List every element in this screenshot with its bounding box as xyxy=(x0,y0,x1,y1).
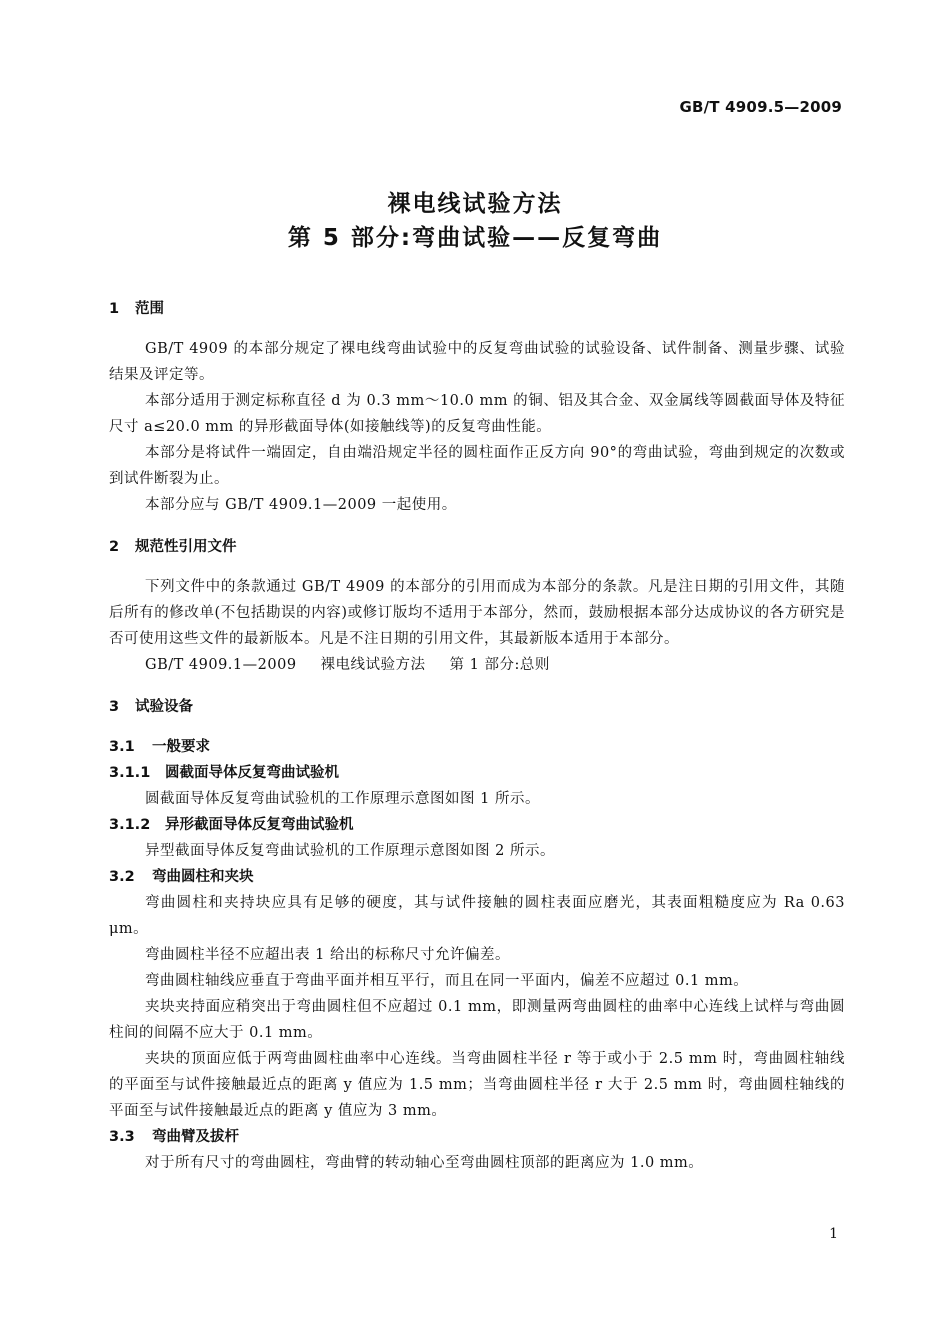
subsection-3-3-heading xyxy=(109,1124,845,1150)
section-number: 3 xyxy=(109,699,120,715)
paragraph: 弯曲圆柱轴线应垂直于弯曲平面并相互平行，而且在同一平面内，偏差不应超过 0.1 mm。 xyxy=(145,973,749,989)
subsection-title: 异形截面导体反复弯曲试验机 xyxy=(165,817,354,833)
subsection-number: 3.2 xyxy=(109,869,135,885)
paragraph: 夹块的顶面应低于两弯曲圆柱曲率中心连线。当弯曲圆柱半径 r 等于或小于 2.5 mm 时，弯曲圆柱轴线的平面至与试件接触最近点的距离 y 值应为 1.5 mm；当弯曲圆柱半径 r 大于 2.5 mm 时，弯曲圆柱轴线的平面至与试件接触最近点的距离 y 值应为 3 mm。 xyxy=(109,1051,845,1119)
paragraph: 本部分是将试件一端固定，自由端沿规定半径的圆柱面作正反方向 90°的弯曲试验，弯曲到规定的次数或到试件断裂为止。 xyxy=(109,445,845,487)
paragraph: 异型截面导体反复弯曲试验机的工作原理示意图如图 2 所示。 xyxy=(145,843,555,859)
section-1-heading xyxy=(109,296,845,322)
paragraph: 本部分适用于测定标称直径 d 为 0.3 mm～10.0 mm 的铜、铝及其合金、双金属线等圆截面导体及特征尺寸 a≤20.0 mm 的异形截面导体(如接触线等)的反复弯曲性能。 xyxy=(109,393,845,435)
subsection-title: 弯曲圆柱和夹块 xyxy=(152,869,254,885)
paragraph: 本部分应与 GB/T 4909.1—2009 一起使用。 xyxy=(145,497,457,513)
section-title: 范围 xyxy=(135,301,164,317)
paragraph: GB/T 4909 的本部分规定了裸电线弯曲试验中的反复弯曲试验的试验设备、试件制备、测量步骤、试验结果及评定等。 xyxy=(109,341,845,383)
document-subtitle: 第 5 部分:弯曲试验——反复弯曲 xyxy=(287,225,663,251)
document-body xyxy=(109,296,845,1176)
subsection-title: 弯曲臂及拔杆 xyxy=(152,1129,239,1145)
reference-name: 裸电线试验方法 xyxy=(320,657,426,673)
paragraph: 圆截面导体反复弯曲试验机的工作原理示意图如图 1 所示。 xyxy=(145,791,540,807)
subsection-number: 3.1.1 xyxy=(109,765,151,781)
document-title: 裸电线试验方法 xyxy=(387,191,563,217)
section-3-heading xyxy=(109,694,845,720)
subsection-3-1-heading xyxy=(109,734,845,760)
subsection-number: 3.3 xyxy=(109,1129,135,1145)
subsection-3-1-2-heading xyxy=(109,812,845,838)
paragraph: 下列文件中的条款通过 GB/T 4909 的本部分的引用而成为本部分的条款。凡是注日期的引用文件，其随后所有的修改单(不包括勘误的内容)或修订版均不适用于本部分，然而，鼓励根据本部分达成协议的各方研究是否可使用这些文件的最新版本。凡是不注日期的引用文件，其最新版本适用于本部分。 xyxy=(109,579,845,647)
reference-code: GB/T 4909.1—2009 xyxy=(145,657,297,673)
subsection-3-2-heading xyxy=(109,864,845,890)
paragraph: 夹块夹持面应稍突出于弯曲圆柱但不应超过 0.1 mm，即测量两弯曲圆柱的曲率中心连线上试样与弯曲圆柱间的间隔不应大于 0.1 mm。 xyxy=(109,999,845,1041)
paragraph: 弯曲圆柱半径不应超出表 1 给出的标称尺寸允许偏差。 xyxy=(145,947,510,963)
subsection-number: 3.1.2 xyxy=(109,817,151,833)
subsection-3-1-1-heading xyxy=(109,760,845,786)
subsection-title: 一般要求 xyxy=(152,739,210,755)
standard-code: GB/T 4909.5—2009 xyxy=(679,98,842,116)
paragraph: 弯曲圆柱和夹持块应具有足够的硬度，其与试件接触的圆柱表面应磨光，其表面粗糙度应为 Ra 0.63 μm。 xyxy=(109,895,845,937)
subsection-number: 3.1 xyxy=(109,739,135,755)
section-number: 2 xyxy=(109,539,120,555)
reference-part: 第 1 部分:总则 xyxy=(449,657,550,673)
normative-reference xyxy=(109,652,845,678)
section-number: 1 xyxy=(109,301,120,317)
subsection-title: 圆截面导体反复弯曲试验机 xyxy=(165,765,339,781)
section-title: 规范性引用文件 xyxy=(135,539,237,555)
page-number: 1 xyxy=(829,1226,838,1242)
section-title: 试验设备 xyxy=(135,699,193,715)
paragraph: 对于所有尺寸的弯曲圆柱，弯曲臂的转动轴心至弯曲圆柱顶部的距离应为 1.0 mm。 xyxy=(145,1155,704,1171)
section-2-heading xyxy=(109,534,845,560)
